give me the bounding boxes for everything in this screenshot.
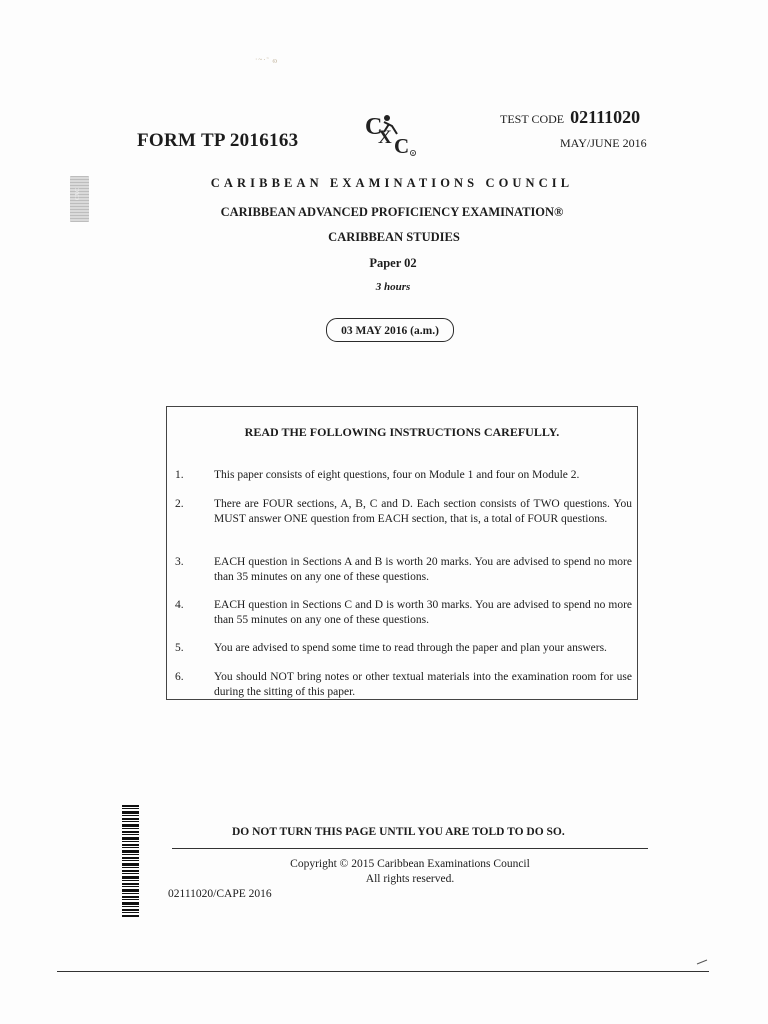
do-not-turn-warning: DO NOT TURN THIS PAGE UNTIL YOU ARE TOLD TO DO SO. xyxy=(232,826,565,838)
svg-text:C: C xyxy=(394,134,410,158)
paper-code: 02111020/CAPE 2016 xyxy=(168,888,272,900)
examination-name: CARIBBEAN ADVANCED PROFICIENCY EXAMINATION® xyxy=(220,205,564,219)
instruction-number: 3. xyxy=(175,556,184,568)
footer-divider xyxy=(172,848,648,849)
instruction-number: 1. xyxy=(175,469,184,481)
copyright-line: Copyright © 2015 Caribbean Examinations Council xyxy=(290,858,530,870)
instruction-number: 2. xyxy=(175,498,184,510)
exam-session: MAY/JUNE 2016 xyxy=(560,136,647,150)
test-code xyxy=(500,107,640,128)
instruction-text: There are FOUR sections, A, B, C and D. Each section consists of TWO questions. You MUST answer ONE question from EACH section, that is, a total of FOUR questions. xyxy=(214,498,632,525)
svg-text:R: R xyxy=(411,151,415,156)
svg-text:C: C xyxy=(365,114,383,140)
side-tab-label: CXC xyxy=(75,187,82,201)
corner-mark-icon xyxy=(696,953,708,965)
form-number: FORM TP 2016163 xyxy=(137,130,299,151)
svg-text:X: X xyxy=(378,127,392,148)
test-code-value: 02111020 xyxy=(570,107,641,127)
instruction-text: This paper consists of eight questions, four on Module 1 and four on Module 2. xyxy=(214,469,580,481)
instructions-box xyxy=(166,406,638,700)
instruction-number: 6. xyxy=(175,671,184,683)
instruction-text: You are advised to spend some time to read through the paper and plan your answers. xyxy=(214,642,607,654)
exam-date-badge: 03 MAY 2016 (a.m.) xyxy=(326,318,454,342)
test-code-label: TEST CODE xyxy=(500,112,565,126)
instruction-number: 4. xyxy=(175,599,184,611)
barcode-icon xyxy=(122,805,139,917)
council-name: CARIBBEAN EXAMINATIONS COUNCIL xyxy=(210,176,574,190)
subject-title: CARIBBEAN STUDIES xyxy=(328,230,460,244)
instruction-number: 5. xyxy=(175,642,184,654)
copyright-notice xyxy=(190,857,630,887)
page-edge-line xyxy=(57,971,709,972)
instructions-title: READ THE FOLLOWING INSTRUCTIONS CAREFULLY. xyxy=(244,425,560,439)
instruction-text: You should NOT bring notes or other textual materials into the examination room for use during the sitting of this paper. xyxy=(214,671,632,698)
paper-number: Paper 02 xyxy=(369,256,417,270)
pencil-scribble: ·~·ˉ ɷ xyxy=(254,55,279,65)
instruction-text: EACH question in Sections C and D is worth 30 marks. You are advised to spend no more than 55 minutes on any one of these questions. xyxy=(214,599,632,626)
exam-duration: 3 hours xyxy=(375,281,411,293)
rights-line: All rights reserved. xyxy=(365,873,455,885)
instruction-text: EACH question in Sections A and B is worth 20 marks. You are advised to spend no more than 35 minutes on any one of these questions. xyxy=(214,556,632,583)
cxc-logo-icon xyxy=(362,112,420,158)
